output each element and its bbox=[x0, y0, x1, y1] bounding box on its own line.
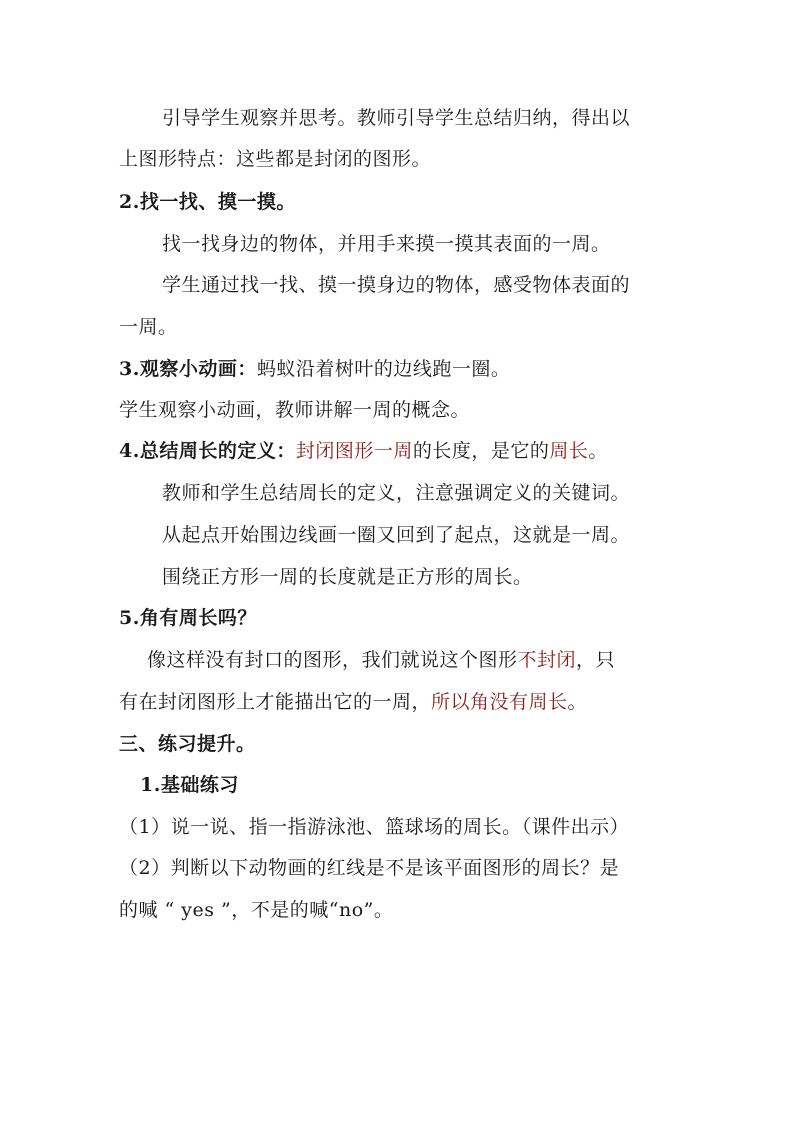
paragraph-line bbox=[147, 648, 615, 672]
paragraph-line: 学生观察小动画，教师讲解一周的概念。 bbox=[119, 399, 471, 421]
paragraph-line: 引导学生观察并思考。教师引导学生总结归纳，得出以 bbox=[162, 107, 631, 129]
heading-text: 。 bbox=[588, 440, 608, 462]
text: ，只 bbox=[576, 649, 616, 671]
list-item: （1）说一说、指一指游泳池、篮球场的周长。（课件出示） bbox=[119, 816, 630, 838]
highlight-text: 所以角没有周长 bbox=[431, 691, 568, 713]
subsection-heading: 1.基础练习 bbox=[140, 774, 239, 796]
paragraph-line: 学生通过找一找、摸一摸身边的物体，感受物体表面的 bbox=[162, 274, 631, 296]
text: 像这样没有封口的图形，我们就说这个图形 bbox=[147, 649, 518, 671]
paragraph-line: 一周。 bbox=[119, 316, 178, 338]
paragraph-line bbox=[119, 690, 587, 714]
highlight-text: 周长 bbox=[549, 440, 589, 462]
highlight-text: 封闭图形一周 bbox=[295, 440, 413, 462]
list-item: 的喊 “ yes ”，不是的喊“no”。 bbox=[119, 899, 394, 921]
text: 有在封闭图形上才能描出它的一周， bbox=[119, 691, 432, 713]
paragraph-line: 从起点开始围边线画一圈又回到了起点，这就是一周。 bbox=[162, 524, 631, 546]
section-heading: 2.找一找、摸一摸。 bbox=[119, 191, 296, 213]
section-heading: 3.观察小动画： bbox=[119, 358, 257, 380]
highlight-text: 不封闭 bbox=[517, 649, 577, 671]
list-item: （2）判断以下动物画的红线是不是该平面图形的周长？是 bbox=[119, 857, 620, 879]
section-line bbox=[119, 357, 510, 381]
section-heading: 4.总结周长的定义： bbox=[119, 440, 296, 462]
section-heading: 5.角有周长吗？ bbox=[119, 607, 257, 629]
heading-text: 蚂蚁沿着树叶的边线跑一圈。 bbox=[256, 358, 511, 380]
paragraph-line: 上图形特点：这些都是封闭的图形。 bbox=[119, 148, 432, 170]
text: 。 bbox=[567, 691, 588, 713]
heading-text: 的长度，是它的 bbox=[412, 440, 550, 462]
paragraph-line: 找一找身边的物体，并用手来摸一摸其表面的一周。 bbox=[162, 233, 611, 255]
paragraph-line: 教师和学生总结周长的定义，注意强调定义的关键词。 bbox=[162, 482, 631, 504]
section-line bbox=[119, 439, 608, 463]
paragraph-line: 围绕正方形一周的长度就是正方形的周长。 bbox=[162, 566, 533, 588]
section-heading: 三、练习提升。 bbox=[119, 733, 256, 755]
